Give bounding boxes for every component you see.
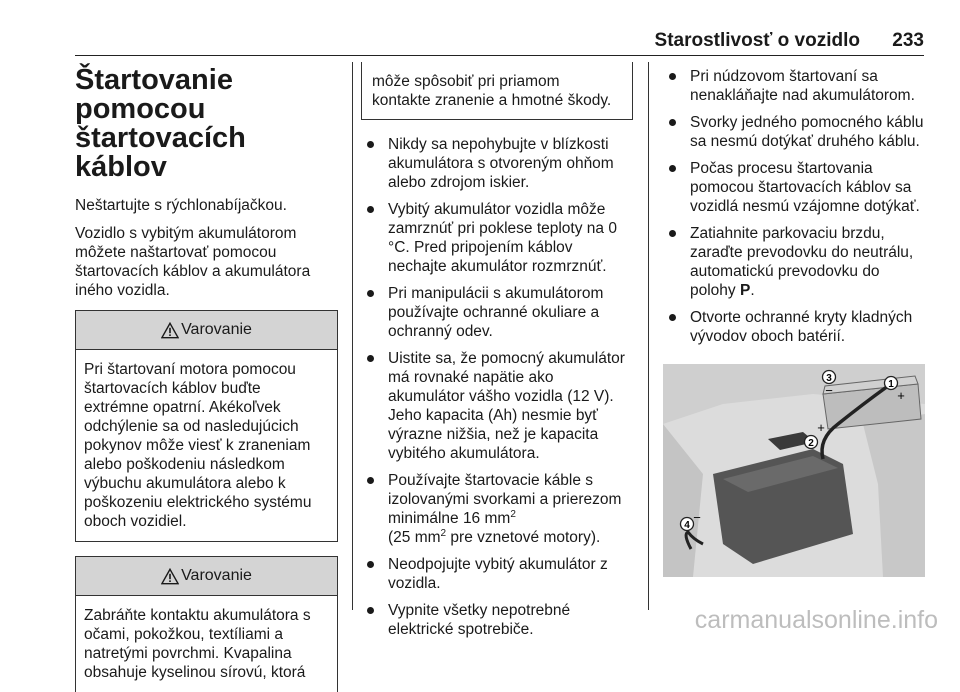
list-item-text: Pri manipulácii s akumulátorom používajte ochranné okuliare a ochranný odev. bbox=[388, 285, 604, 340]
list-item bbox=[663, 224, 925, 300]
list-item-text: Počas procesu štartovania pomocou štartovacích káblov sa vozidlá nesmú vzájomne dotýkať. bbox=[690, 160, 920, 215]
paragraph-no-fast-charger: Neštartujte s rýchlonabíjačkou. bbox=[75, 197, 287, 214]
column-divider-1 bbox=[352, 62, 353, 610]
page-number: 233 bbox=[892, 30, 924, 51]
callout-1-label: 1 bbox=[888, 379, 894, 390]
text-part: . bbox=[750, 282, 755, 299]
list-item-text bbox=[388, 472, 621, 546]
column-2 bbox=[361, 62, 633, 647]
bullet-icon bbox=[669, 165, 676, 172]
column-1 bbox=[75, 60, 338, 692]
list-item bbox=[361, 555, 633, 593]
column-3 bbox=[663, 67, 925, 577]
list-item-text: Neodpojujte vybitý akumulátor z vozidla. bbox=[388, 556, 608, 592]
minus-sign: − bbox=[693, 510, 701, 525]
paragraph-intro: Vozidlo s vybitým akumulátorom môžete naštartovať pomocou štartovacích káblov a akumulátora iného vozidla. bbox=[75, 225, 311, 299]
section-heading bbox=[75, 66, 338, 182]
superscript: 2 bbox=[510, 508, 516, 520]
list-item-text: Vybitý akumulátor vozidla môže zamrznúť pri poklese teploty na 0 °C. Pred pripojením káblov nechajte akumulátor rozmrznúť. bbox=[388, 201, 617, 275]
warning-box-2 bbox=[75, 556, 338, 692]
list-item bbox=[361, 349, 633, 463]
list-item-text: Pri núdzovom štartovaní sa nenakláňajte nad akumulátorom. bbox=[690, 68, 915, 104]
gear-position-p: P bbox=[739, 282, 751, 299]
heading-line-2: štartovacích káblov bbox=[75, 122, 246, 183]
bullet-icon bbox=[367, 290, 374, 297]
bullet-icon bbox=[367, 607, 374, 614]
column-divider-2 bbox=[648, 62, 649, 610]
list-item bbox=[361, 135, 633, 192]
precaution-list bbox=[361, 135, 633, 639]
list-item bbox=[663, 308, 925, 346]
running-header-title: Starostlivosť o vozidlo bbox=[654, 30, 860, 51]
jump-start-illustration bbox=[663, 364, 925, 577]
text-part: pre vznetové motory). bbox=[446, 529, 601, 546]
list-item bbox=[663, 113, 925, 151]
heading-line-1: Štartovanie pomocou bbox=[75, 64, 233, 125]
bullet-icon bbox=[669, 230, 676, 237]
minus-sign: − bbox=[825, 383, 833, 398]
header-rule bbox=[75, 55, 924, 56]
list-item bbox=[663, 67, 925, 105]
list-item bbox=[361, 471, 633, 547]
superscript: 2 bbox=[440, 527, 447, 539]
text-part: Používajte štartovacie káble s izolovanými svorkami a prierezom minimálne 16 mm bbox=[388, 472, 622, 527]
bullet-icon bbox=[367, 477, 374, 484]
list-item bbox=[663, 159, 925, 216]
list-item bbox=[361, 601, 633, 639]
bullet-icon bbox=[367, 561, 374, 568]
text-part: (25 mm bbox=[388, 529, 441, 546]
warning-box-1 bbox=[75, 310, 338, 542]
list-item bbox=[361, 284, 633, 341]
list-item-text: Nikdy sa nepohybujte v blízkosti akumulátora s otvoreným ohňom alebo zdrojom iskier. bbox=[388, 136, 614, 191]
warning-triangle-icon bbox=[161, 322, 179, 339]
warning-box-header bbox=[76, 311, 337, 350]
engine-bay-drawing bbox=[663, 364, 925, 577]
list-item-text: Otvorte ochranné kryty kladných vývodov oboch batérií. bbox=[690, 309, 913, 345]
bullet-icon bbox=[367, 141, 374, 148]
plus-sign: + bbox=[897, 388, 905, 403]
bullet-icon bbox=[669, 119, 676, 126]
plus-sign: + bbox=[817, 420, 825, 435]
watermark: carmanualsonline.info bbox=[694, 606, 938, 634]
bullet-icon bbox=[669, 314, 676, 321]
bullet-icon bbox=[367, 355, 374, 362]
list-item-text: Svorky jedného pomocného káblu sa nesmú dotýkať druhého káblu. bbox=[690, 114, 924, 150]
warning-label: Varovanie bbox=[181, 321, 252, 338]
procedure-list bbox=[663, 67, 925, 346]
callout-2-label: 2 bbox=[808, 438, 814, 449]
warning-text: Pri štartovaní motora pomocou štartovacích káblov buďte extrémne opatrní. Akékoľvek odchýlenie sa od nasledujúcich pokynov môže viesť k zraneniam alebo poškodeniu následkom výbuchu akumulátora alebo k poškozeniu elektrického systému oboch vozidiel. bbox=[84, 361, 312, 530]
list-item bbox=[361, 200, 633, 276]
warning-box-continuation: môže spôsobiť pri priamom kontakte zranenie a hmotné škody. bbox=[361, 62, 633, 120]
list-item-text bbox=[690, 225, 913, 299]
list-item-text: Vypnite všetky nepotrebné elektrické spotrebiče. bbox=[388, 602, 571, 638]
bullet-icon bbox=[367, 206, 374, 213]
text-part: Zatiahnite parkovaciu brzdu, zaraďte prevodovku do neutrálu, automatickú prevodovku do polohy bbox=[690, 225, 914, 299]
callout-4-label: 4 bbox=[684, 520, 690, 531]
warning-label: Varovanie bbox=[181, 567, 252, 584]
list-item-text: Uistite sa, že pomocný akumulátor má rovnaké napätie ako akumulátor vášho vozidla (12 V). Jeho kapacita (Ah) nesmie byť výrazne nižšia, než je kapacita vybitého akumulátora. bbox=[388, 350, 625, 462]
warning-text: Zabráňte kontaktu akumulátora s očami, pokožkou, textíliami a natretými povrchmi. Kvapalina obsahuje kyselinou sírovú, ktorá bbox=[84, 607, 311, 681]
bullet-icon bbox=[669, 73, 676, 80]
callout-3-label: 3 bbox=[826, 373, 832, 384]
warning-box-header bbox=[76, 557, 337, 596]
warning-triangle-icon bbox=[161, 568, 179, 585]
